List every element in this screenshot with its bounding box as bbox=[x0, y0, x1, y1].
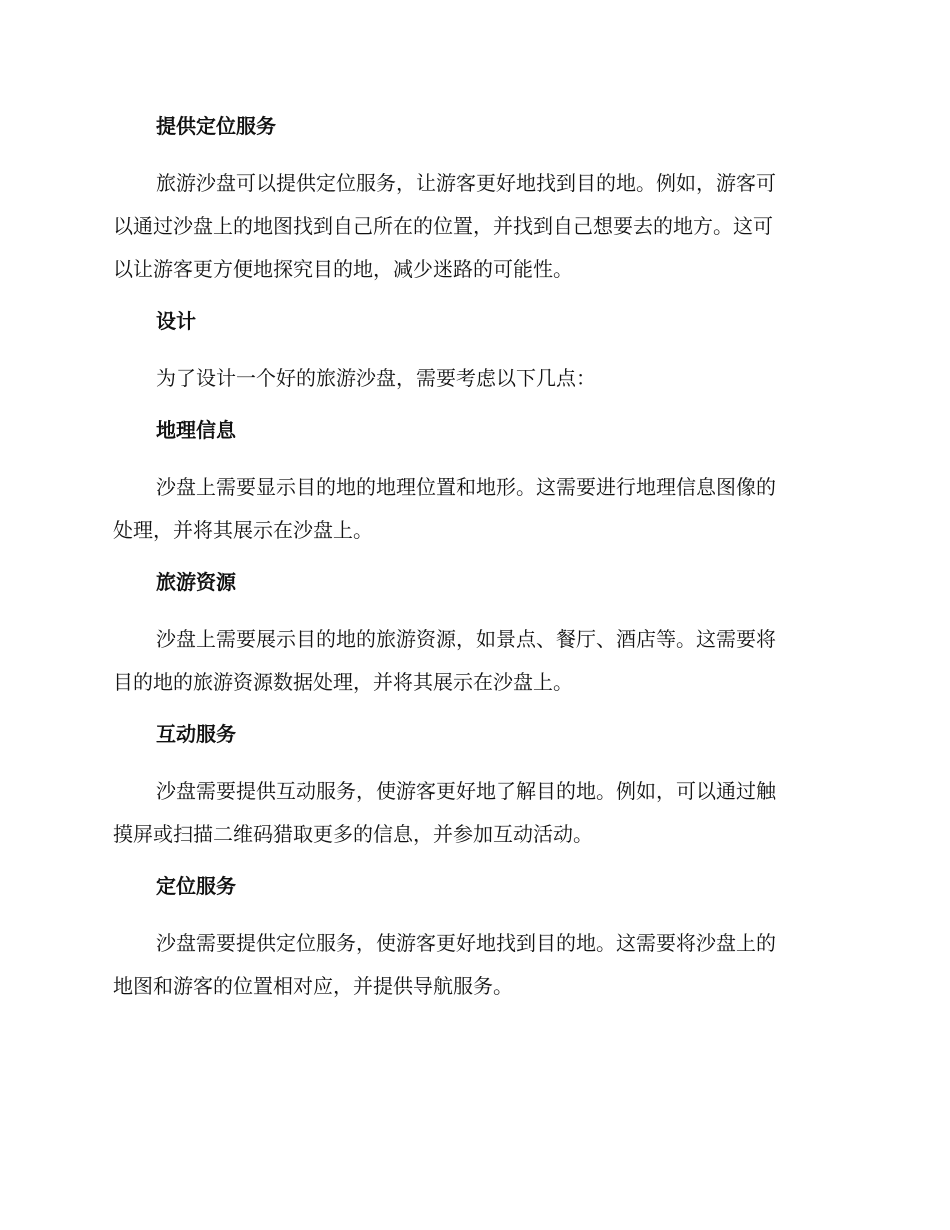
section-heading: 旅游资源 bbox=[156, 570, 236, 594]
paragraph-line: 为了设计一个好的旅游沙盘，需要考虑以下几点： bbox=[156, 366, 596, 390]
section-heading: 地理信息 bbox=[156, 418, 236, 442]
section-heading: 设计 bbox=[156, 309, 196, 333]
paragraph-line: 摸屏或扫描二维码猎取更多的信息，并参加互动活动。 bbox=[113, 822, 593, 846]
paragraph-line: 沙盘需要提供定位服务，使游客更好地找到目的地。这需要将沙盘上的 bbox=[156, 931, 776, 955]
paragraph-line: 沙盘上需要显示目的地的地理位置和地形。这需要进行地理信息图像的 bbox=[156, 475, 776, 499]
paragraph bbox=[113, 466, 833, 552]
section-heading: 互动服务 bbox=[156, 722, 236, 746]
paragraph-line: 沙盘上需要展示目的地的旅游资源，如景点、餐厅、酒店等。这需要将 bbox=[156, 627, 776, 651]
paragraph-line: 旅游沙盘可以提供定位服务，让游客更好地找到目的地。例如，游客可 bbox=[156, 171, 776, 195]
paragraph bbox=[113, 922, 833, 1008]
section-heading: 定位服务 bbox=[156, 874, 236, 898]
paragraph bbox=[113, 357, 833, 400]
paragraph-line: 地图和游客的位置相对应，并提供导航服务。 bbox=[113, 974, 513, 998]
section-heading: 提供定位服务 bbox=[156, 114, 276, 138]
paragraph bbox=[113, 618, 833, 704]
paragraph-line: 以通过沙盘上的地图找到自己所在的位置，并找到自己想要去的地方。这可 bbox=[113, 214, 773, 238]
paragraph-line: 沙盘需要提供互动服务，使游客更好地了解目的地。例如，可以通过触 bbox=[156, 779, 776, 803]
paragraph-line: 处理，并将其展示在沙盘上。 bbox=[113, 518, 373, 542]
paragraph bbox=[113, 162, 833, 291]
paragraph-line: 目的地的旅游资源数据处理，并将其展示在沙盘上。 bbox=[113, 670, 573, 694]
document-page bbox=[113, 110, 833, 1008]
paragraph-line: 以让游客更方便地探究目的地，减少迷路的可能性。 bbox=[113, 257, 573, 281]
paragraph bbox=[113, 770, 833, 856]
